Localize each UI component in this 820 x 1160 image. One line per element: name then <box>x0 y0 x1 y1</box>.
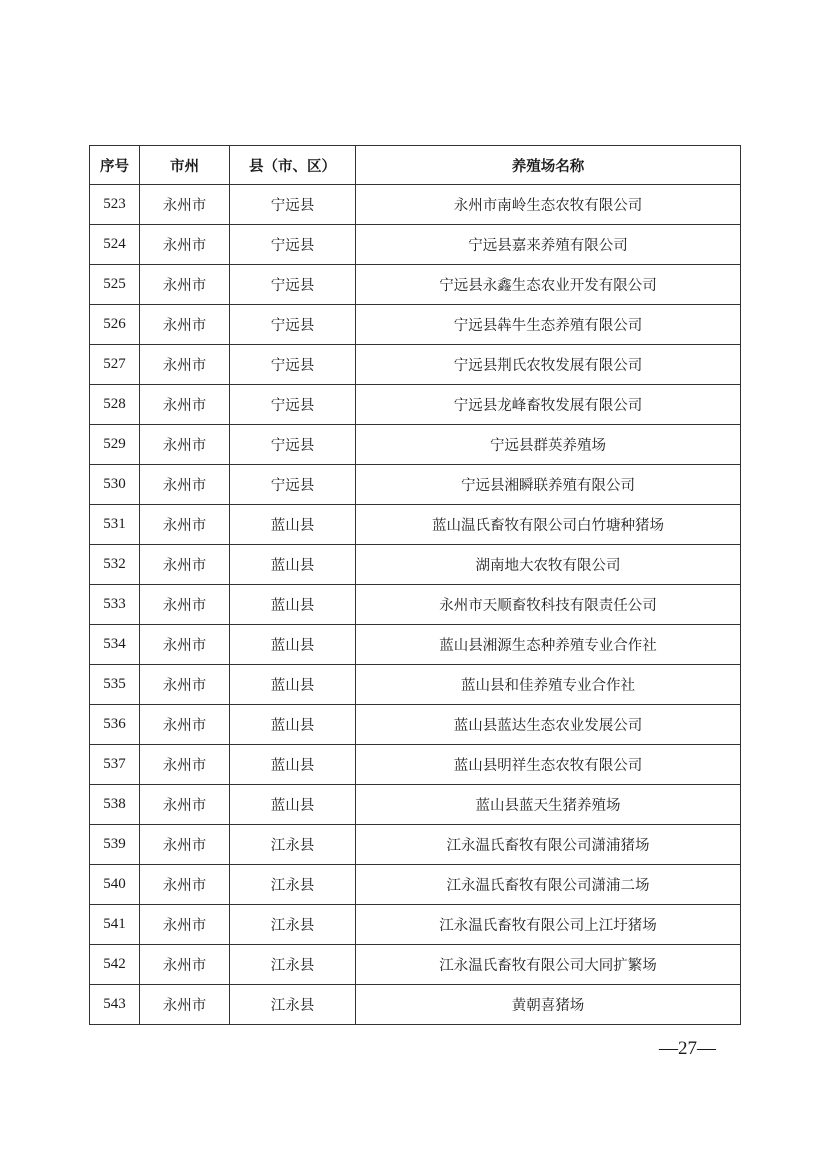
header-city: 市州 <box>140 146 230 185</box>
row-farm-name: 宁远县龙峰畜牧发展有限公司 <box>356 385 741 425</box>
row-city: 永州市 <box>140 265 230 305</box>
table-row <box>90 705 741 745</box>
row-city: 永州市 <box>140 465 230 505</box>
table-row <box>90 385 741 425</box>
row-index: 523 <box>90 185 140 225</box>
row-index: 536 <box>90 705 140 745</box>
row-farm-name: 蓝山县明祥生态农牧有限公司 <box>356 745 741 785</box>
row-farm-name: 蓝山县蓝达生态农业发展公司 <box>356 705 741 745</box>
row-farm-name: 宁远县嘉来养殖有限公司 <box>356 225 741 265</box>
row-index: 526 <box>90 305 140 345</box>
row-city: 永州市 <box>140 745 230 785</box>
row-county: 宁远县 <box>230 305 356 345</box>
table-row <box>90 825 741 865</box>
row-county: 江永县 <box>230 985 356 1025</box>
row-index: 528 <box>90 385 140 425</box>
page-number: —27— <box>659 1038 716 1059</box>
row-county: 蓝山县 <box>230 505 356 545</box>
row-farm-name: 宁远县群英养殖场 <box>356 425 741 465</box>
row-county: 蓝山县 <box>230 745 356 785</box>
row-county: 江永县 <box>230 865 356 905</box>
row-county: 宁远县 <box>230 265 356 305</box>
table-row <box>90 585 741 625</box>
row-city: 永州市 <box>140 985 230 1025</box>
row-index: 529 <box>90 425 140 465</box>
row-index: 541 <box>90 905 140 945</box>
table-row <box>90 465 741 505</box>
row-city: 永州市 <box>140 585 230 625</box>
row-farm-name: 宁远县永鑫生态农业开发有限公司 <box>356 265 741 305</box>
row-county: 蓝山县 <box>230 545 356 585</box>
row-index: 535 <box>90 665 140 705</box>
row-city: 永州市 <box>140 385 230 425</box>
row-county: 宁远县 <box>230 345 356 385</box>
row-city: 永州市 <box>140 425 230 465</box>
row-farm-name: 蓝山县蓝天生猪养殖场 <box>356 785 741 825</box>
row-county: 江永县 <box>230 825 356 865</box>
row-farm-name: 永州市天顺畜牧科技有限责任公司 <box>356 585 741 625</box>
table-row <box>90 345 741 385</box>
row-index: 524 <box>90 225 140 265</box>
row-county: 蓝山县 <box>230 585 356 625</box>
row-index: 532 <box>90 545 140 585</box>
row-farm-name: 蓝山温氏畜牧有限公司白竹塘种猪场 <box>356 505 741 545</box>
table-row <box>90 985 741 1025</box>
row-city: 永州市 <box>140 625 230 665</box>
row-farm-name: 江永温氏畜牧有限公司大同扩繁场 <box>356 945 741 985</box>
row-farm-name: 江永温氏畜牧有限公司潇浦二场 <box>356 865 741 905</box>
row-farm-name: 江永温氏畜牧有限公司潇浦猪场 <box>356 825 741 865</box>
row-farm-name: 蓝山县和佳养殖专业合作社 <box>356 665 741 705</box>
row-index: 534 <box>90 625 140 665</box>
row-city: 永州市 <box>140 305 230 345</box>
row-city: 永州市 <box>140 345 230 385</box>
table-header-row <box>90 146 741 185</box>
row-index: 542 <box>90 945 140 985</box>
row-city: 永州市 <box>140 825 230 865</box>
table-row <box>90 745 741 785</box>
row-farm-name: 江永温氏畜牧有限公司上江圩猪场 <box>356 905 741 945</box>
table-row <box>90 665 741 705</box>
row-city: 永州市 <box>140 665 230 705</box>
farm-list-table-container <box>89 145 740 1025</box>
row-city: 永州市 <box>140 185 230 225</box>
table-row <box>90 625 741 665</box>
row-index: 531 <box>90 505 140 545</box>
row-index: 530 <box>90 465 140 505</box>
table-row <box>90 425 741 465</box>
row-index: 538 <box>90 785 140 825</box>
row-city: 永州市 <box>140 545 230 585</box>
table-row <box>90 865 741 905</box>
row-city: 永州市 <box>140 905 230 945</box>
row-county: 宁远县 <box>230 225 356 265</box>
row-index: 527 <box>90 345 140 385</box>
table-row <box>90 785 741 825</box>
table-body <box>90 185 741 1025</box>
table-row <box>90 545 741 585</box>
row-farm-name: 宁远县湘瞬联养殖有限公司 <box>356 465 741 505</box>
row-county: 宁远县 <box>230 185 356 225</box>
row-county: 宁远县 <box>230 425 356 465</box>
row-county: 蓝山县 <box>230 705 356 745</box>
row-farm-name: 湖南地大农牧有限公司 <box>356 545 741 585</box>
row-city: 永州市 <box>140 505 230 545</box>
header-farm-name: 养殖场名称 <box>356 146 741 185</box>
table-row <box>90 945 741 985</box>
row-index: 539 <box>90 825 140 865</box>
row-farm-name: 宁远县犇牛生态养殖有限公司 <box>356 305 741 345</box>
row-farm-name: 黄朝喜猪场 <box>356 985 741 1025</box>
row-farm-name: 蓝山县湘源生态种养殖专业合作社 <box>356 625 741 665</box>
table-row <box>90 265 741 305</box>
row-farm-name: 永州市南岭生态农牧有限公司 <box>356 185 741 225</box>
table-row <box>90 185 741 225</box>
table-row <box>90 905 741 945</box>
row-county: 蓝山县 <box>230 665 356 705</box>
header-index: 序号 <box>90 146 140 185</box>
row-index: 533 <box>90 585 140 625</box>
row-county: 宁远县 <box>230 465 356 505</box>
row-county: 江永县 <box>230 905 356 945</box>
row-index: 543 <box>90 985 140 1025</box>
row-county: 蓝山县 <box>230 785 356 825</box>
row-index: 540 <box>90 865 140 905</box>
row-city: 永州市 <box>140 225 230 265</box>
row-index: 537 <box>90 745 140 785</box>
row-county: 江永县 <box>230 945 356 985</box>
row-county: 蓝山县 <box>230 625 356 665</box>
row-index: 525 <box>90 265 140 305</box>
table-row <box>90 505 741 545</box>
row-city: 永州市 <box>140 865 230 905</box>
row-city: 永州市 <box>140 785 230 825</box>
row-city: 永州市 <box>140 705 230 745</box>
row-county: 宁远县 <box>230 385 356 425</box>
row-city: 永州市 <box>140 945 230 985</box>
farm-list-table <box>89 145 741 1025</box>
row-farm-name: 宁远县荆氏农牧发展有限公司 <box>356 345 741 385</box>
table-row <box>90 305 741 345</box>
header-county: 县（市、区） <box>230 146 356 185</box>
table-row <box>90 225 741 265</box>
